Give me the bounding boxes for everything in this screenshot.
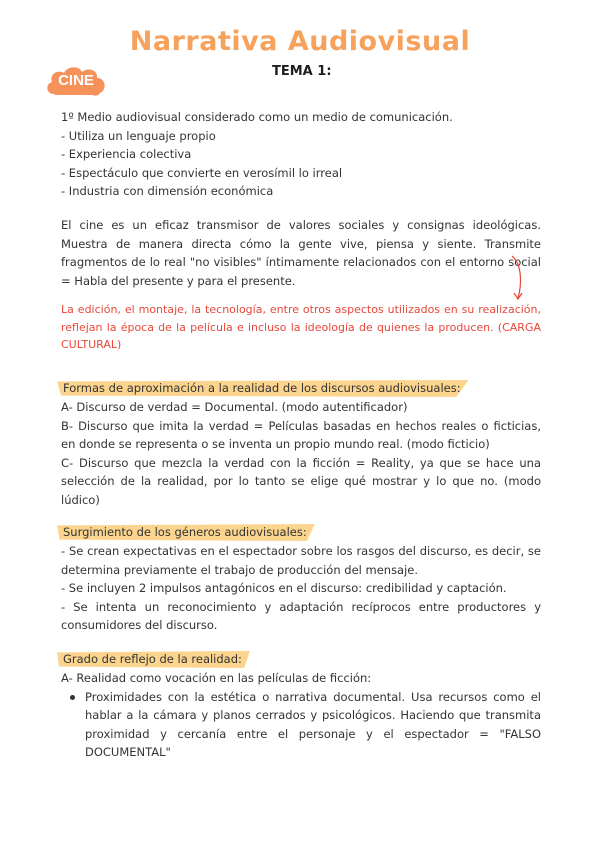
list-item: 1º Medio audiovisual considerado como un medio de comunicación.: [61, 110, 453, 124]
bullet-text: Proximidades con la estética o narrativa documental. Usa recursos como el hablar a la cámara y planos cerrados y psicológicos. Haciendo que transmita proximidad y cercanía entre el personaje y el espectador = "FALSO DOCUMENTAL": [85, 689, 541, 759]
list-item: - Utiliza un lenguaje propio: [61, 128, 216, 143]
paragraph: El cine es un eficaz transmisor de valores sociales y consignas ideológicas. Muestra de manera directa cómo la gente vive, piensa y siente. Transmite fragmentos de lo real "no visibles" íntimamente relacionados con el entorno social = Habla del presente y para el presente.: [61, 218, 541, 288]
intro-list: [61, 108, 541, 201]
curved-arrow-icon: [508, 254, 528, 304]
bullet-item: [61, 688, 541, 762]
subtitle: TEMA 1:: [272, 64, 332, 79]
list-item: A- Discurso de verdad = Documental. (modo autentificador): [61, 400, 408, 414]
list-item: - Se crean expectativas en el espectador sobre los rasgos del discurso, es decir, se determina previamente el trabajo de producción del mensaje.: [61, 544, 541, 577]
cine-badge: [44, 64, 108, 98]
section-aproximacion-body: [61, 398, 541, 509]
list-item: A- Realidad como vocación en las películas de ficción:: [61, 671, 372, 685]
page-title: Narrativa Audiovisual: [129, 26, 471, 57]
cine-badge-label: CINE: [58, 72, 94, 89]
section-reflejo-body: [61, 669, 541, 762]
list-item: - Experiencia colectiva: [61, 147, 192, 161]
list-item: - Espectáculo que convierte en verosímil lo irreal: [61, 165, 343, 180]
bullet-icon: [70, 695, 75, 700]
list-item: - Industria con dimensión económica: [61, 184, 274, 198]
list-item: - Se incluyen 2 impulsos antagónicos en el discurso: credibilidad y captación.: [61, 581, 507, 595]
section-heading-aproximacion: Formas de aproximación a la realidad de los discursos audiovisuales:: [63, 381, 461, 395]
section-heading-generos: Surgimiento de los géneros audiovisuales:: [63, 525, 307, 539]
list-item: C- Discurso que mezcla la verdad con la ficción = Reality, ya que se hace una selección de la realidad, por lo tanto se elige qué mostrar y lo que no. (modo lúdico): [61, 455, 541, 507]
list-item: - Se intenta un reconocimiento y adaptación recíprocos entre productores y consumidores del discurso.: [61, 599, 541, 632]
list-item: B- Discurso que imita la verdad = Películas basadas en hechos reales o ficticias, en donde se representa o se inventa un propio mundo real. (modo ficticio): [61, 418, 541, 451]
section-heading-reflejo: Grado de reflejo de la realidad:: [63, 652, 242, 666]
red-note: La edición, el montaje, la tecnología, entre otros aspectos utilizados en su realización, reflejan la época de la película e incluso la ideología de quienes la producen. (CARGA CULTURAL): [61, 303, 541, 351]
section-generos-body: [61, 542, 541, 635]
